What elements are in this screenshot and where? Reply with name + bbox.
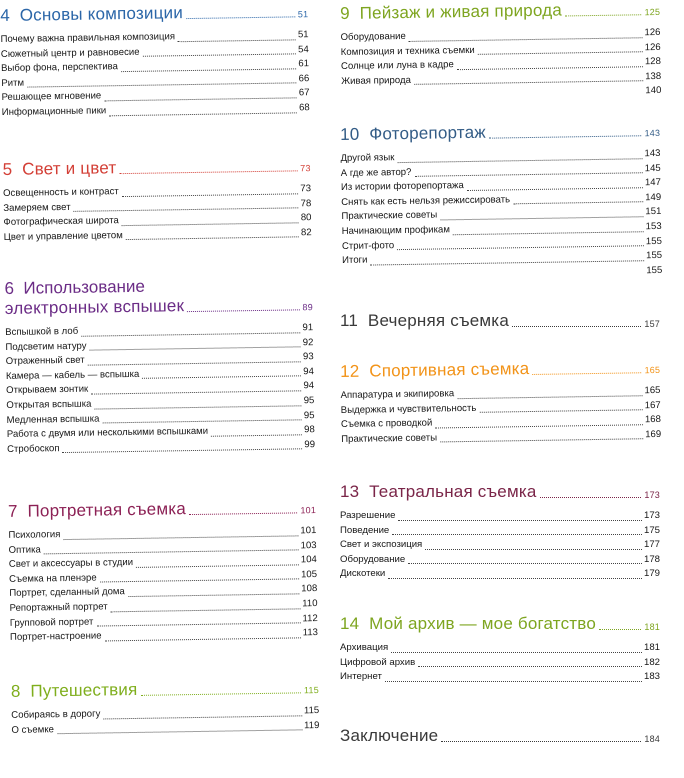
chapter-title: 12 Спортивная съемка xyxy=(340,359,530,381)
toc-entry[interactable]: Открытая вспышка 95 xyxy=(6,395,315,411)
toc-entry[interactable]: Композиция и техника съемки 126 xyxy=(340,41,661,58)
dot-leader xyxy=(532,371,641,375)
chapter-heading[interactable] xyxy=(340,357,660,382)
chapter-page: 115 xyxy=(303,685,319,696)
toc-entry[interactable]: Выдержка и чувствительность 167 xyxy=(340,399,661,416)
toc-entry[interactable]: Репортажный портрет 110 xyxy=(9,598,318,614)
toc-entry[interactable]: Цифровой архив 182 xyxy=(340,656,660,668)
toc-entry[interactable]: Отраженный свет 93 xyxy=(5,351,314,368)
chapter-items xyxy=(340,509,660,582)
chapter-items xyxy=(11,704,319,738)
chapter-10[interactable] xyxy=(340,120,662,283)
chapter-heading[interactable] xyxy=(340,726,660,746)
chapter-heading[interactable] xyxy=(340,614,660,634)
chapter-page: 157 xyxy=(644,319,660,329)
toc-entry[interactable]: Открываем зонтик 94 xyxy=(6,380,315,397)
chapter-title: 7 Портретная съемка xyxy=(7,499,187,521)
chapter-title: 14 Мой архив — мое богатство xyxy=(340,614,596,633)
chapter-heading[interactable] xyxy=(3,155,311,180)
toc-entry[interactable]: Замеряем свет 78 xyxy=(3,197,312,214)
toc-entry[interactable]: Практические советы 169 xyxy=(341,428,662,445)
toc-entry[interactable]: Вспышкой в лоб 91 xyxy=(5,322,314,338)
dot-leader xyxy=(119,169,297,174)
chapter-title: 13 Театральная съемка xyxy=(340,482,537,501)
dot-leader xyxy=(489,134,642,138)
dot-leader xyxy=(441,740,641,742)
chapter-title: 8 Путешествия xyxy=(10,679,138,701)
toc-entry[interactable]: Почему важна правильная композиция 51 xyxy=(0,29,309,45)
toc-entry[interactable]: Собираясь в дорогу 115 xyxy=(11,705,320,721)
toc-entry[interactable]: Сюжетный центр и равновесие 54 xyxy=(0,43,309,60)
chapter-title: 9 Пейзаж и живая природа xyxy=(340,0,563,23)
toc-entry[interactable]: Ритм 66 xyxy=(1,72,310,89)
toc-entry[interactable]: Архивация 181 xyxy=(340,642,660,653)
dot-leader xyxy=(565,13,642,16)
chapter-page: 51 xyxy=(297,9,309,20)
chapter-page: 181 xyxy=(644,622,660,632)
toc-entry[interactable]: Оборудование 178 xyxy=(340,553,660,565)
toc-entry[interactable]: Фотографическая широта 80 xyxy=(3,212,312,229)
chapter-heading[interactable] xyxy=(0,1,308,26)
dot-leader xyxy=(141,691,301,696)
chapter-heading[interactable] xyxy=(340,0,660,24)
toc-entry[interactable]: Оптика 103 xyxy=(8,539,317,556)
chapter-items xyxy=(340,384,661,447)
chapter-title-line-1: 6 Использование xyxy=(4,276,146,298)
toc-entry[interactable]: Поведение 175 xyxy=(340,524,660,536)
dot-leader xyxy=(187,308,299,312)
chapter-page: 125 xyxy=(644,6,661,18)
toc-entry[interactable]: Подсветим натуру 92 xyxy=(5,336,314,353)
chapter-14[interactable] xyxy=(340,614,660,685)
dot-leader xyxy=(186,15,295,19)
chapter-items xyxy=(340,147,662,283)
chapter-heading[interactable] xyxy=(340,311,660,331)
chapter-heading[interactable] xyxy=(11,677,319,702)
toc-entry[interactable]: Съемка на пленэре 105 xyxy=(9,568,318,585)
toc-entry[interactable]: Портрет-настроение 113 xyxy=(9,627,319,644)
toc-entry[interactable]: Интернет 183 xyxy=(340,671,660,683)
chapter-heading[interactable] xyxy=(4,273,313,319)
chapter-page: 89 xyxy=(302,302,313,313)
chapter-items xyxy=(5,321,315,457)
toc-entry[interactable]: Решающее мгновение 67 xyxy=(1,87,310,104)
toc-entry[interactable]: Оборудование 126 xyxy=(340,26,661,43)
toc-entry[interactable]: Медленная вспышка 95 xyxy=(6,409,315,426)
toc-entry[interactable]: Психология 101 xyxy=(8,525,317,541)
chapter-page: 184 xyxy=(644,734,660,744)
toc-entry[interactable]: Стрит-фото 155 xyxy=(341,235,662,252)
chapter-5[interactable] xyxy=(3,155,314,245)
toc-entry[interactable]: Освещенность и контраст 73 xyxy=(2,183,312,199)
chapter-items xyxy=(3,182,312,245)
chapter-page: 101 xyxy=(300,505,317,516)
chapter-13[interactable] xyxy=(340,482,660,582)
toc-entry[interactable]: Разрешение 173 xyxy=(340,510,660,521)
toc-entry[interactable]: Свет и экспозиция 177 xyxy=(340,539,660,551)
toc-entry[interactable]: Другой язык 143 xyxy=(340,147,661,164)
toc-entry[interactable]: Выбор фона, перспектива 61 xyxy=(0,58,310,75)
chapter-items xyxy=(8,524,318,646)
toc-entry[interactable]: Групповой портрет 112 xyxy=(9,612,318,629)
toc-entry[interactable]: Снять как есть нельзя режиссировать 149 xyxy=(341,191,662,208)
chapter-page: 165 xyxy=(644,364,661,376)
chapter-7[interactable] xyxy=(8,497,320,646)
chapter-conclusion[interactable] xyxy=(340,726,660,746)
chapter-4[interactable] xyxy=(0,1,312,120)
dot-leader xyxy=(599,628,641,630)
dot-leader xyxy=(512,325,641,327)
chapter-page: 173 xyxy=(644,490,660,500)
toc-entry[interactable]: Цвет и управление цветом 82 xyxy=(3,226,312,243)
chapter-heading[interactable] xyxy=(8,497,316,522)
chapter-9[interactable] xyxy=(340,0,662,104)
dot-leader xyxy=(540,496,642,498)
toc-entry[interactable]: О съемке 119 xyxy=(11,719,320,736)
toc-entry[interactable]: Практические советы 151 xyxy=(341,206,662,223)
toc-entry[interactable]: Камера — кабель — вспышка 94 xyxy=(5,365,314,382)
chapter-page: 73 xyxy=(300,163,311,174)
toc-entry[interactable]: Итоги 155 xyxy=(342,250,663,267)
toc-entry[interactable]: Информационные пики 68 xyxy=(1,102,310,118)
chapter-heading[interactable] xyxy=(340,482,660,502)
toc-entry[interactable]: Из истории фоторепортажа 147 xyxy=(340,177,662,194)
chapter-title: 11 Вечерняя съемка xyxy=(340,311,509,330)
chapter-title-line-2: электронных вспышек xyxy=(4,296,185,318)
toc-entry[interactable]: 140 xyxy=(645,85,662,97)
toc-entry[interactable]: Дискотеки 179 xyxy=(340,568,660,580)
toc-entry[interactable]: Свет и аксессуары в студии 104 xyxy=(8,554,317,571)
dot-leader xyxy=(189,511,297,515)
chapter-6[interactable] xyxy=(4,273,317,457)
chapter-title: Заключение xyxy=(340,726,439,745)
chapter-items xyxy=(1,28,310,120)
toc-entry[interactable]: 155 xyxy=(646,264,663,276)
chapter-12[interactable] xyxy=(340,357,661,447)
toc-entry[interactable]: Стробоскоп 99 xyxy=(6,438,316,455)
toc-entry[interactable]: А где же автор? 145 xyxy=(340,162,661,179)
toc-entry[interactable]: Портрет, сделанный дома 108 xyxy=(9,583,318,600)
toc-entry[interactable]: Солнце или луна в кадре 128 xyxy=(340,56,662,73)
chapter-heading[interactable] xyxy=(340,120,660,145)
toc-entry[interactable]: Работа с двумя или несколькими вспышками 98 xyxy=(6,424,315,441)
toc-entry[interactable]: Аппаратура и экипировка 165 xyxy=(340,384,661,401)
chapter-title: 10 Фоторепортаж xyxy=(340,122,486,144)
chapter-items xyxy=(340,641,660,685)
toc-entry[interactable]: Съемка с проводкой 168 xyxy=(340,414,662,431)
chapter-title: 4 Основы композиции xyxy=(0,3,184,25)
chapter-11[interactable] xyxy=(340,311,660,331)
toc-entry[interactable]: Живая природа 138 xyxy=(341,70,662,87)
chapter-page: 143 xyxy=(644,127,661,139)
chapter-8[interactable] xyxy=(11,677,322,738)
chapter-items xyxy=(340,26,661,104)
toc-entry[interactable]: Начинающим профикам 153 xyxy=(341,220,662,237)
chapter-title: 5 Свет и цвет xyxy=(2,158,117,179)
